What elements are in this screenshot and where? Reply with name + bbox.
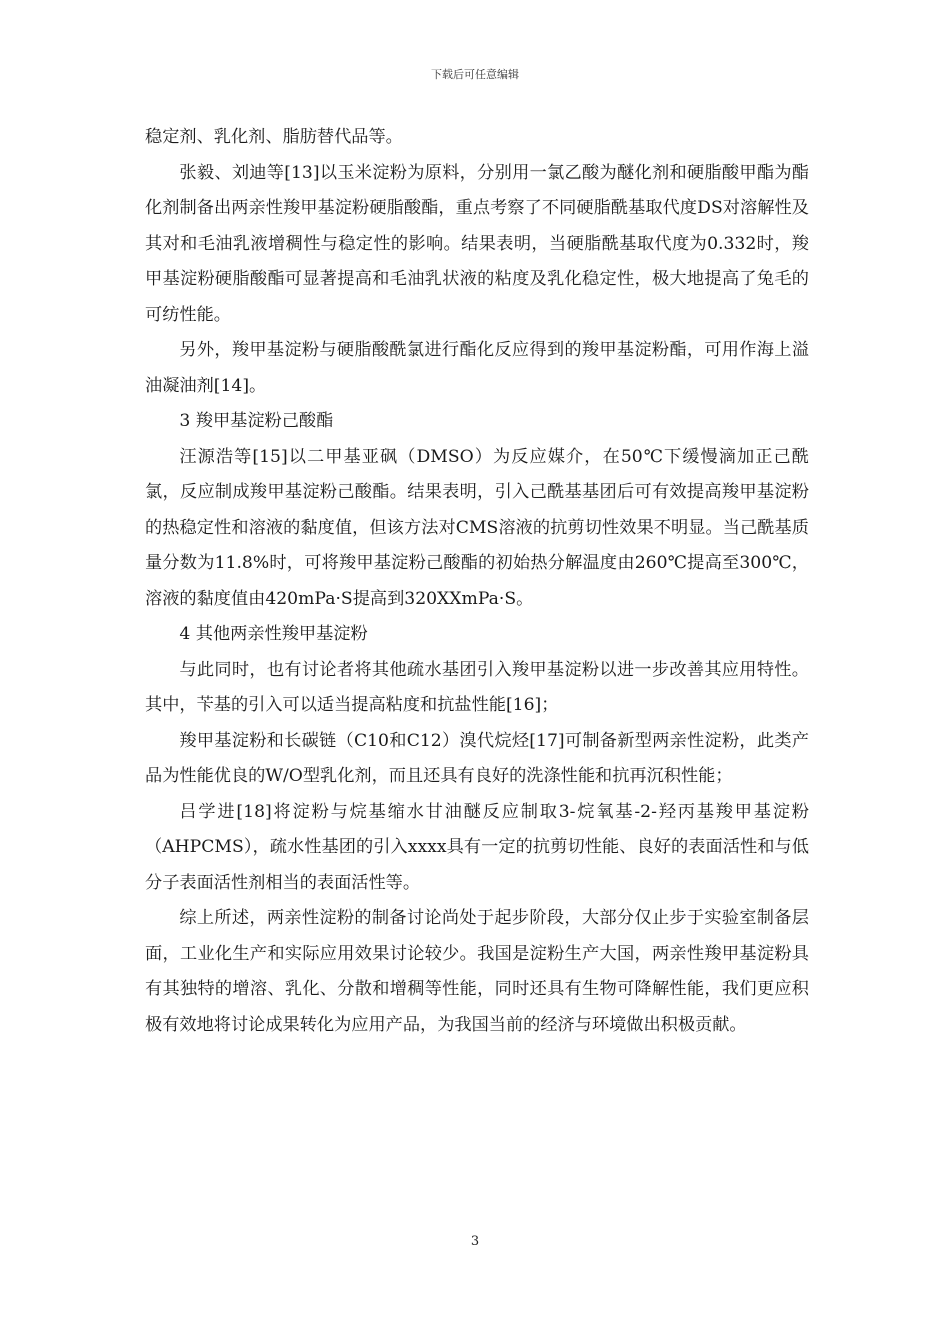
paragraph: 汪源浩等[15]以二甲基亚砜（DMSO）为反应媒介，在50℃下缓慢滴加正己酰氯，反应制成羧甲基淀粉己酸酯。结果表明，引入己酰基基团后可有效提高羧甲基淀粉的热稳定性和溶液的黏度值，但该方法对CMS溶液的抗剪切性效果不明显。当己酰基质量分数为11.8%时，可将羧甲基淀粉己酸酯的初始热分解温度由260℃提高至300℃，溶液的黏度值由420mPa·S提高到320XXmPa·S。 <box>145 446 809 609</box>
paragraph: 羧甲基淀粉和长碳链（C10和C12）溴代烷烃[17]可制备新型两亲性淀粉，此类产品为性能优良的W/O型乳化剂，而且还具有良好的洗涤性能和抗再沉积性能； <box>145 730 809 786</box>
paragraph: 吕学进[18]将淀粉与烷基缩水甘油醚反应制取3-烷氧基-2-羟丙基羧甲基淀粉（AHPCMS），疏水性基团的引入xxxx具有一定的抗剪切性能、良好的表面活性和与低分子表面活性剂相当的表面活性等。 <box>145 801 809 893</box>
paragraph: 另外，羧甲基淀粉与硬脂酸酰氯进行酯化反应得到的羧甲基淀粉酯，可用作海上溢油凝油剂[14]。 <box>145 340 809 396</box>
section-heading: 3 羧甲基淀粉己酸酯 <box>179 411 334 431</box>
paragraph: 与此同时，也有讨论者将其他疏水基团引入羧甲基淀粉以进一步改善其应用特性。其中，苄基的引入可以适当提高粘度和抗盐性能[16]； <box>145 659 809 715</box>
document-body <box>145 120 809 1043</box>
paragraph: 张毅、刘迪等[13]以玉米淀粉为原料，分别用一氯乙酸为醚化剂和硬脂酸甲酯为酯化剂制备出两亲性羧甲基淀粉硬脂酸酯，重点考察了不同硬脂酰基取代度DS对溶解性及其对和毛油乳液增稠性与稳定性的影响。结果表明，当硬脂酰基取代度为0.332时，羧甲基淀粉硬脂酸酯可显著提高和毛油乳状液的粘度及乳化稳定性，极大地提高了兔毛的可纺性能。 <box>145 162 809 325</box>
page-header: 下载后可任意编辑 <box>431 68 519 81</box>
page-number: 3 <box>470 1234 480 1249</box>
paragraph-continuation: 稳定剂、乳化剂、脂肪替代品等。 <box>145 127 403 147</box>
paragraph: 综上所述，两亲性淀粉的制备讨论尚处于起步阶段，大部分仅止步于实验室制备层面，工业化生产和实际应用效果讨论较少。我国是淀粉生产大国，两亲性羧甲基淀粉具有其独特的增溶、乳化、分散和增稠等性能，同时还具有生物可降解性能，我们更应积极有效地将讨论成果转化为应用产品，为我国当前的经济与环境做出积极贡献。 <box>145 908 809 1035</box>
section-heading: 4 其他两亲性羧甲基淀粉 <box>179 624 368 644</box>
